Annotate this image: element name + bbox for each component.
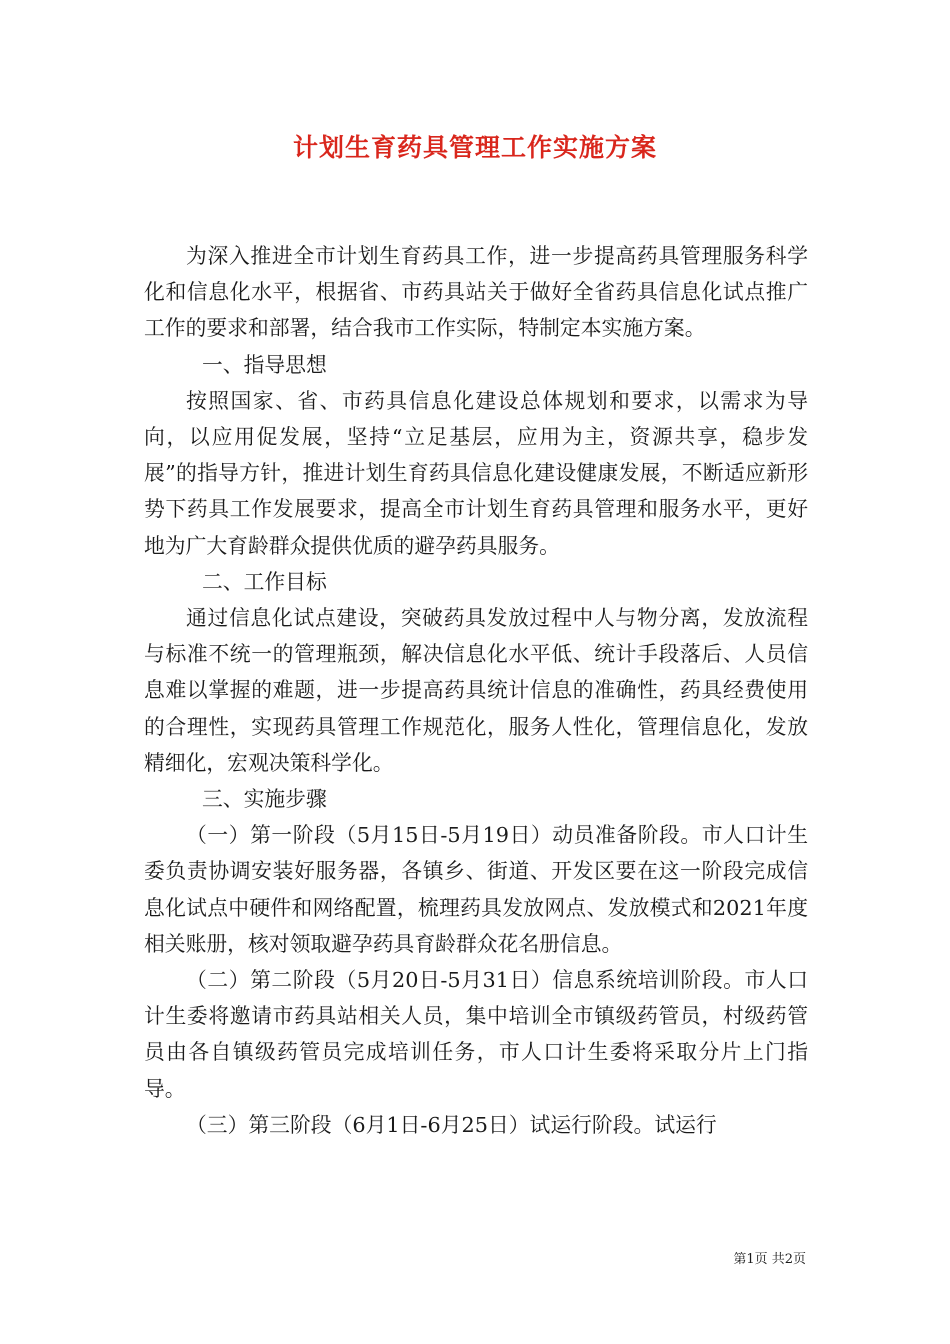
section-paragraph-guiding-ideology: 按照国家、省、市药具信息化建设总体规划和要求，以需求为导向，以应用促发展，坚持“立足基层，应用为主，资源共享，稳步发展”的指导方针，推进计划生育药具信息化建设健康发展，不断适应新形势下药具工作发展要求，提高全市计划生育药具管理和服务水平，更好地为广大育龄群众提供优质的避孕药具服务。: [144, 388, 808, 558]
document-body: [144, 238, 808, 1143]
step-paragraph-phase-three: （三）第三阶段（6月1日-6月25日）试运行阶段。试运行: [186, 1112, 717, 1137]
page-number-footer: 第1页 共2页: [733, 1252, 806, 1267]
section-heading-implementation-steps: 三、实施步骤: [202, 787, 327, 812]
intro-paragraph: 为深入推进全市计划生育药具工作，进一步提高药具管理服务科学化和信息化水平，根据省、市药具站关于做好全省药具信息化试点推广工作的要求和部署，结合我市工作实际，特制定本实施方案。: [144, 244, 808, 341]
step-paragraph-phase-two: （二）第二阶段（5月20日-5月31日）信息系统培训阶段。市人口计生委将邀请市药具站相关人员，集中培训全市镇级药管员，村级药管员由各自镇级药管员完成培训任务，市人口计生委将采取分片上门指导。: [144, 968, 808, 1101]
step-paragraph-phase-one: （一）第一阶段（5月15日-5月19日）动员准备阶段。市人口计生委负责协调安装好服务器，各镇乡、街道、开发区要在这一阶段完成信息化试点中硬件和网络配置，梳理药具发放网点、发放模式和2021年度相关账册，核对领取避孕药具育龄群众花名册信息。: [144, 823, 808, 956]
document-title: 计划生育药具管理工作实施方案: [292, 133, 657, 162]
section-heading-guiding-ideology: 一、指导思想: [202, 352, 327, 377]
section-heading-work-goals: 二、工作目标: [202, 569, 327, 594]
section-paragraph-work-goals: 通过信息化试点建设，突破药具发放过程中人与物分离，发放流程与标准不统一的管理瓶颈，解决信息化水平低、统计手段落后、人员信息难以掌握的难题，进一步提高药具统计信息的准确性，药具经费使用的合理性，实现药具管理工作规范化，服务人性化，管理信息化，发放精细化，宏观决策科学化。: [144, 606, 808, 775]
